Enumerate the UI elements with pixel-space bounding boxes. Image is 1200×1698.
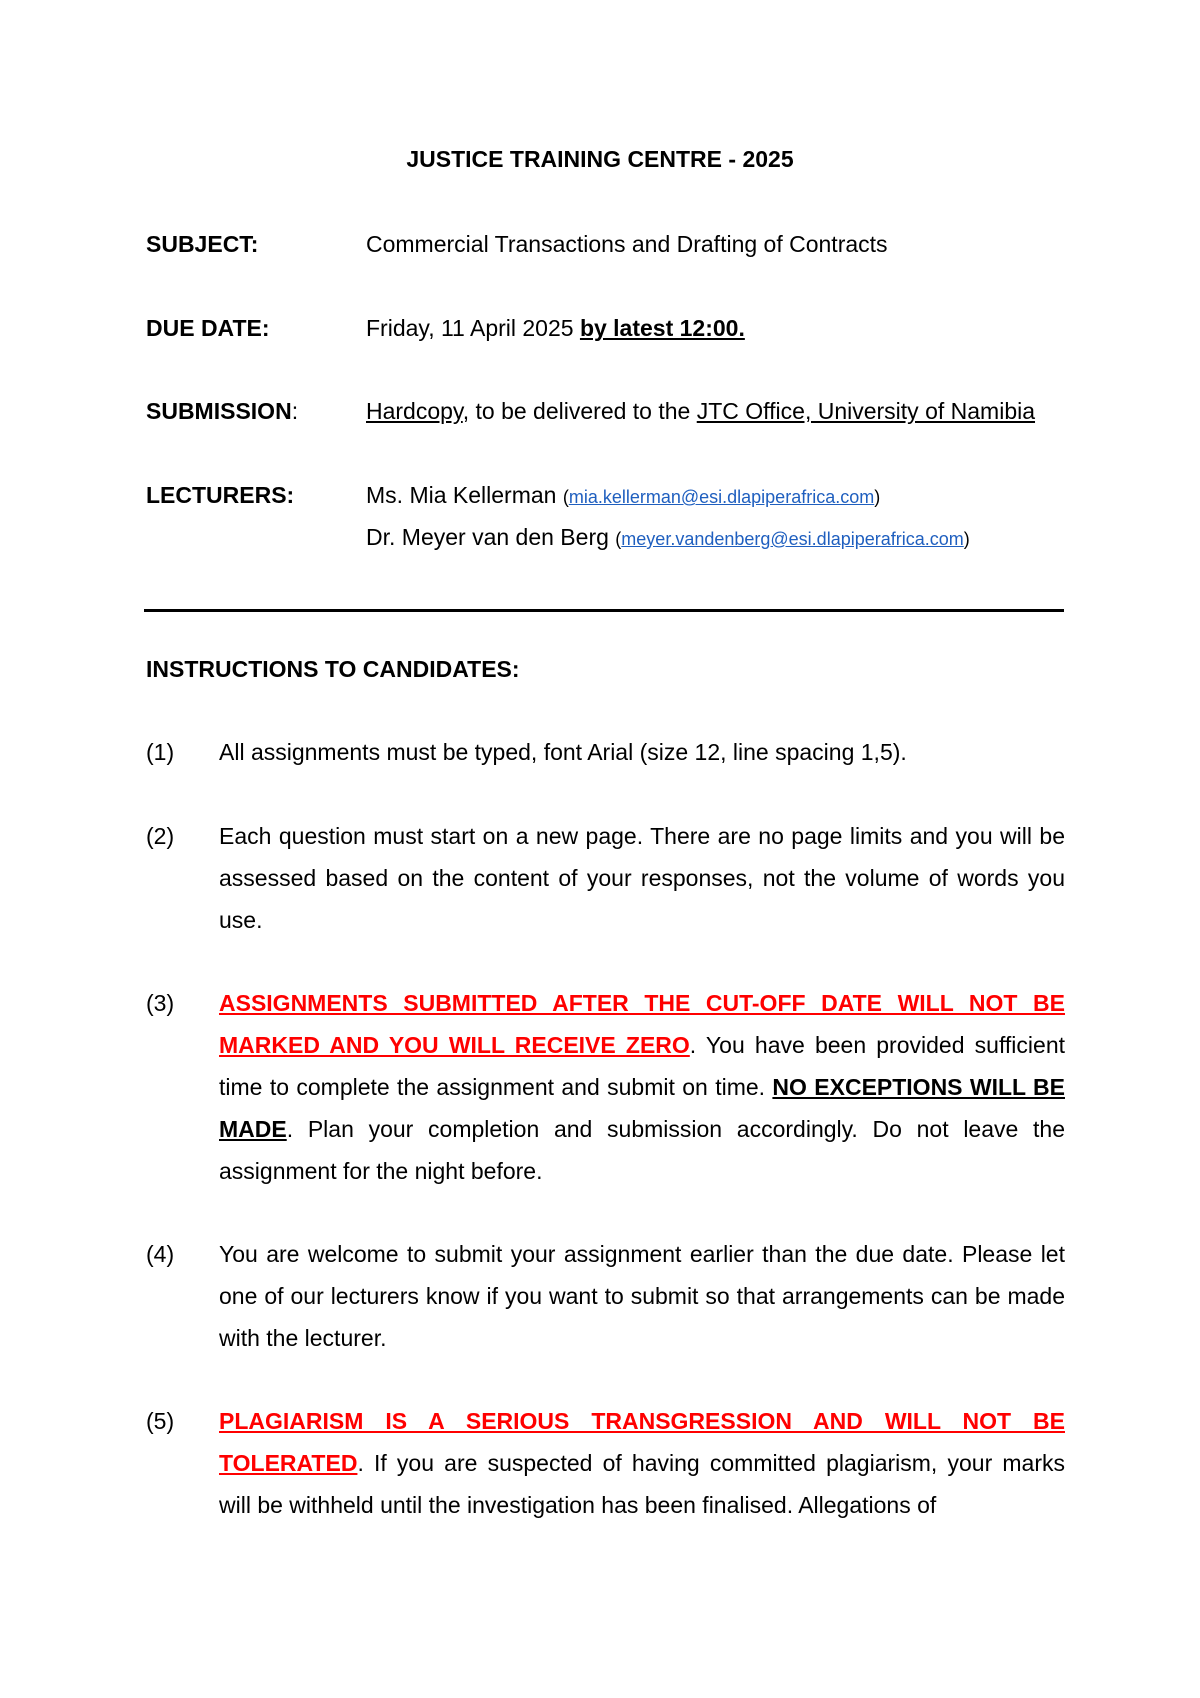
instruction-number: (5) (146, 1408, 175, 1434)
lecturer-2-name: Dr. Meyer van den Berg (366, 524, 616, 550)
instruction-text: You are welcome to submit your assignment earlier than the due date. Please let one of our lecturers know if you want to submit so that arrangements can be made with the lecturer. (219, 1241, 1065, 1351)
paren-close: ) (963, 529, 970, 549)
instructions-heading: INSTRUCTIONS TO CANDIDATES: (146, 656, 520, 682)
submission-hardcopy: Hardcopy (366, 398, 463, 424)
instruction-text: Each question must start on a new page. There are no page limits and you will be assessed based on the content of your responses, not the volume of words you use. (219, 823, 1065, 933)
subject-label: SUBJECT: (146, 231, 259, 257)
submission-location: JTC Office, University of Namibia (696, 398, 1036, 424)
lecturer-1-email-link[interactable]: mia.kellerman@esi.dlapiperafrica.com (568, 487, 875, 507)
submission-label-colon: : (291, 398, 299, 424)
plagiarism-warning: PLAGIARISM IS A SERIOUS TRANSGRESSION AND WILL NOT BE TOLERATED (219, 1408, 1065, 1476)
no-exceptions-notice: NO EXCEPTIONS WILL BE MADE (219, 1074, 1065, 1142)
document-title: JUSTICE TRAINING CENTRE - 2025 (406, 146, 794, 172)
lecturer-1-name: Ms. Mia Kellerman (366, 482, 563, 508)
lecturers-label: LECTURERS: (146, 482, 295, 508)
paren-open: ( (615, 529, 622, 549)
submission-delivery-text: , to be delivered to the (462, 398, 697, 424)
due-date-value (366, 313, 745, 343)
lecturer-2-email-link[interactable]: meyer.vandenberg@esi.dlapiperafrica.com (621, 529, 964, 549)
late-submission-warning: ASSIGNMENTS SUBMITTED AFTER THE CUT-OFF DATE WILL NOT BE MARKED AND YOU WILL RECEIVE ZERO (219, 990, 1065, 1058)
due-date-label: DUE DATE: (146, 315, 270, 341)
section-divider (144, 609, 1064, 612)
submission-label (146, 396, 298, 426)
submission-value (366, 396, 1035, 426)
instruction-number: (3) (146, 990, 175, 1016)
instruction-text-rest: . If you are suspected of having committed plagiarism, your marks will be withheld until the investigation has been finalised. Allegations of (219, 1450, 1065, 1518)
instruction-number: (4) (146, 1241, 175, 1267)
instruction-text (219, 982, 1065, 1192)
submission-label-text: SUBMISSION (146, 398, 292, 424)
paren-open: ( (562, 487, 569, 507)
instruction-text-b: . Plan your completion and submission accordingly. Do not leave the assignment for the night before. (219, 1116, 1065, 1184)
instruction-number: (2) (146, 823, 175, 849)
paren-close: ) (874, 487, 881, 507)
subject-value: Commercial Transactions and Drafting of Contracts (366, 231, 888, 257)
due-date-deadline: by latest 12:00. (579, 315, 745, 341)
lecturer-2 (366, 522, 970, 554)
instruction-number: (1) (146, 739, 175, 765)
instruction-text: All assignments must be typed, font Arial (size 12, line spacing 1,5). (219, 739, 907, 765)
due-date-text: Friday, 11 April 2025 (366, 315, 580, 341)
instruction-text (219, 1400, 1065, 1526)
lecturer-1 (366, 480, 880, 512)
instruction-text-a: . You have been provided sufficient time to complete the assignment and submit on time. (219, 1032, 1066, 1100)
